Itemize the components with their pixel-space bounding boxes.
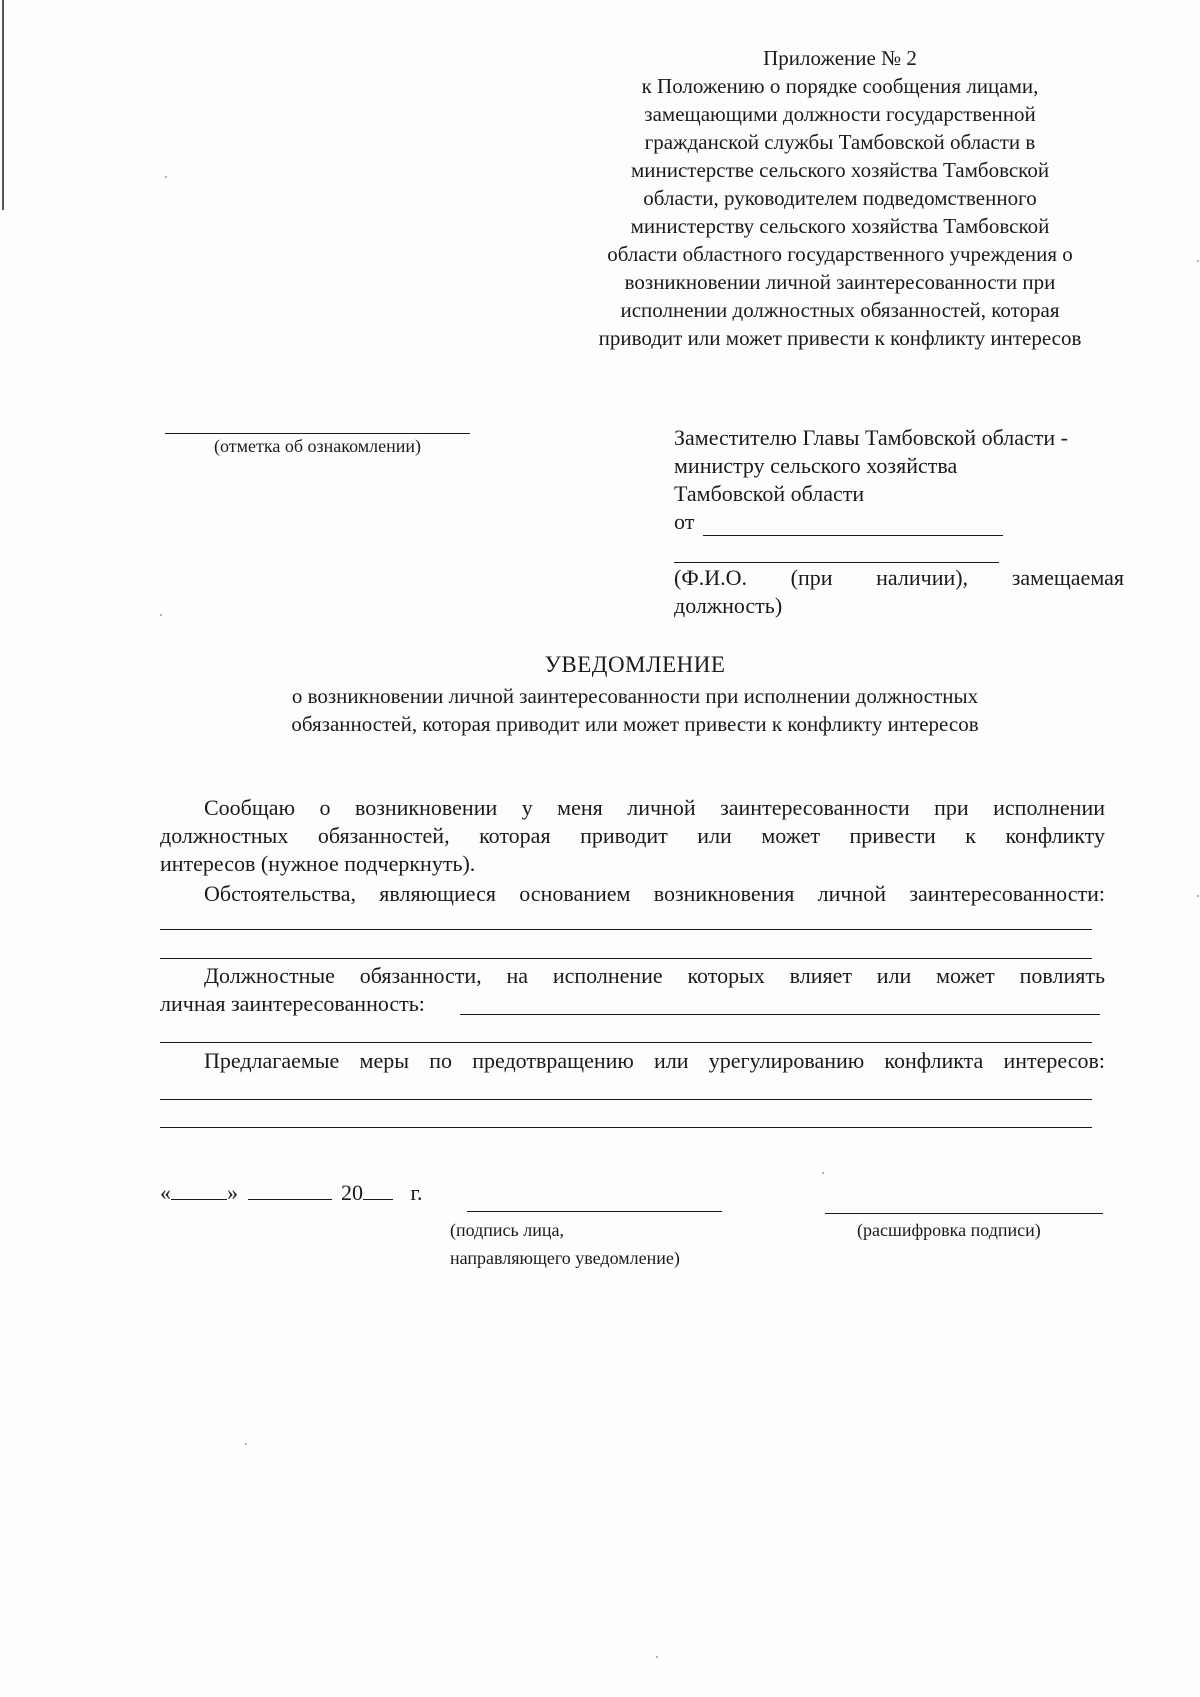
addressee-line: министру сельского хозяйства xyxy=(674,453,958,478)
signature-caption xyxy=(450,1216,680,1272)
paragraph-circumstances xyxy=(160,880,1105,908)
scan-speck xyxy=(160,614,162,616)
addressee-line: Заместителю Главы Тамбовской области - xyxy=(674,425,1068,450)
addressee-block xyxy=(674,424,1134,536)
signature-field[interactable] xyxy=(467,1211,722,1212)
fio-caption-word: (Ф.И.О. xyxy=(674,565,747,590)
appendix-line: замещающими должности государственной xyxy=(644,102,1036,126)
date-close-quote: » xyxy=(227,1180,238,1205)
signature-decoding-field[interactable] xyxy=(825,1213,1103,1214)
appendix-line: области областного государственного учреждения о xyxy=(607,242,1073,266)
circumstances-field-2[interactable] xyxy=(160,958,1092,959)
signature-caption-line: (подпись лица, xyxy=(450,1220,564,1240)
measures-field-1[interactable] xyxy=(160,1099,1092,1100)
date-year-prefix: 20 xyxy=(341,1180,363,1205)
acknowledgement-caption: (отметка об ознакомлении) xyxy=(214,436,421,456)
measures-field-2[interactable] xyxy=(160,1127,1092,1128)
fio-caption-word: замещаемая xyxy=(1011,565,1124,590)
appendix-header xyxy=(555,44,1125,352)
scan-speck xyxy=(1197,260,1199,262)
duties-field-2[interactable] xyxy=(160,1042,1092,1043)
appendix-title: Приложение № 2 xyxy=(763,46,917,70)
paragraph-report-end xyxy=(160,850,1105,878)
acknowledgement-line[interactable] xyxy=(165,433,470,434)
fio-caption-word: наличии), xyxy=(876,565,969,590)
appendix-line: к Положению о порядке сообщения лицами, xyxy=(641,74,1039,98)
addressee-line: Тамбовской области xyxy=(674,481,865,506)
date-open-quote: « xyxy=(160,1180,171,1205)
date-year-field[interactable] xyxy=(363,1181,393,1200)
fio-caption xyxy=(674,564,1124,620)
paragraph-measures xyxy=(160,1047,1105,1075)
fio-caption-word: (при xyxy=(790,565,833,590)
paragraph-line: Предлагаемые меры по предотвращению или урегулированию конфликта интересов: xyxy=(204,1048,1105,1073)
scan-speck xyxy=(822,1172,824,1174)
notice-title: УВЕДОМЛЕНИЕ xyxy=(544,652,726,677)
from-name-field[interactable] xyxy=(703,535,1003,536)
from-row xyxy=(674,508,1134,536)
signature-decoding-caption: (расшифровка подписи) xyxy=(857,1220,1041,1240)
date-month-field[interactable] xyxy=(248,1181,332,1200)
notice-subtitle-line: о возникновении личной заинтересованности при исполнении должностных xyxy=(291,684,979,708)
appendix-line: исполнении должностных обязанностей, которая xyxy=(620,298,1060,322)
paragraph-report xyxy=(160,794,1105,822)
signature-caption-line: направляющего уведомление) xyxy=(450,1248,680,1268)
paragraph-report-cont xyxy=(160,822,1105,850)
paragraph-line: Должностные обязанности, на исполнение которых влияет или может повлиять xyxy=(204,963,1105,988)
fio-caption-line2: должность) xyxy=(674,593,783,618)
date-year-suffix: г. xyxy=(410,1180,423,1205)
scan-speck xyxy=(245,1443,247,1445)
circumstances-field-1[interactable] xyxy=(160,929,1092,930)
notice-subtitle xyxy=(200,682,1070,738)
paragraph-line: интересов (нужное подчеркнуть). xyxy=(160,851,476,876)
notice-subtitle-line: обязанностей, которая приводит или может привести к конфликту интересов xyxy=(291,712,979,736)
scan-speck xyxy=(1197,895,1199,897)
paragraph-line: личная заинтересованность: xyxy=(160,991,425,1016)
scan-edge-mark xyxy=(2,0,4,210)
appendix-line: приводит или может привести к конфликту интересов xyxy=(598,326,1082,350)
paragraph-line: Обстоятельства, являющиеся основанием возникновения личной заинтересованности: xyxy=(204,881,1105,906)
appendix-line: возникновении личной заинтересованности при xyxy=(624,270,1056,294)
paragraph-line: должностных обязанностей, которая приводит или может привести к конфликту xyxy=(160,823,1105,848)
duties-field-1[interactable] xyxy=(460,1014,1100,1015)
appendix-line: области, руководителем подведомственного xyxy=(643,186,1037,210)
position-field[interactable] xyxy=(674,562,999,563)
scan-speck xyxy=(656,1656,658,1658)
appendix-line: гражданской службы Тамбовской области в xyxy=(644,130,1036,154)
paragraph-duties xyxy=(160,962,1105,990)
appendix-line: министерству сельского хозяйства Тамбовской xyxy=(630,214,1050,238)
scan-speck xyxy=(165,176,167,178)
paragraph-line: Сообщаю о возникновении у меня личной заинтересованности при исполнении xyxy=(204,795,1105,820)
from-label: от xyxy=(674,509,695,534)
date-block xyxy=(160,1180,423,1206)
appendix-line: министерстве сельского хозяйства Тамбовской xyxy=(630,158,1050,182)
date-day-field[interactable] xyxy=(171,1181,227,1200)
